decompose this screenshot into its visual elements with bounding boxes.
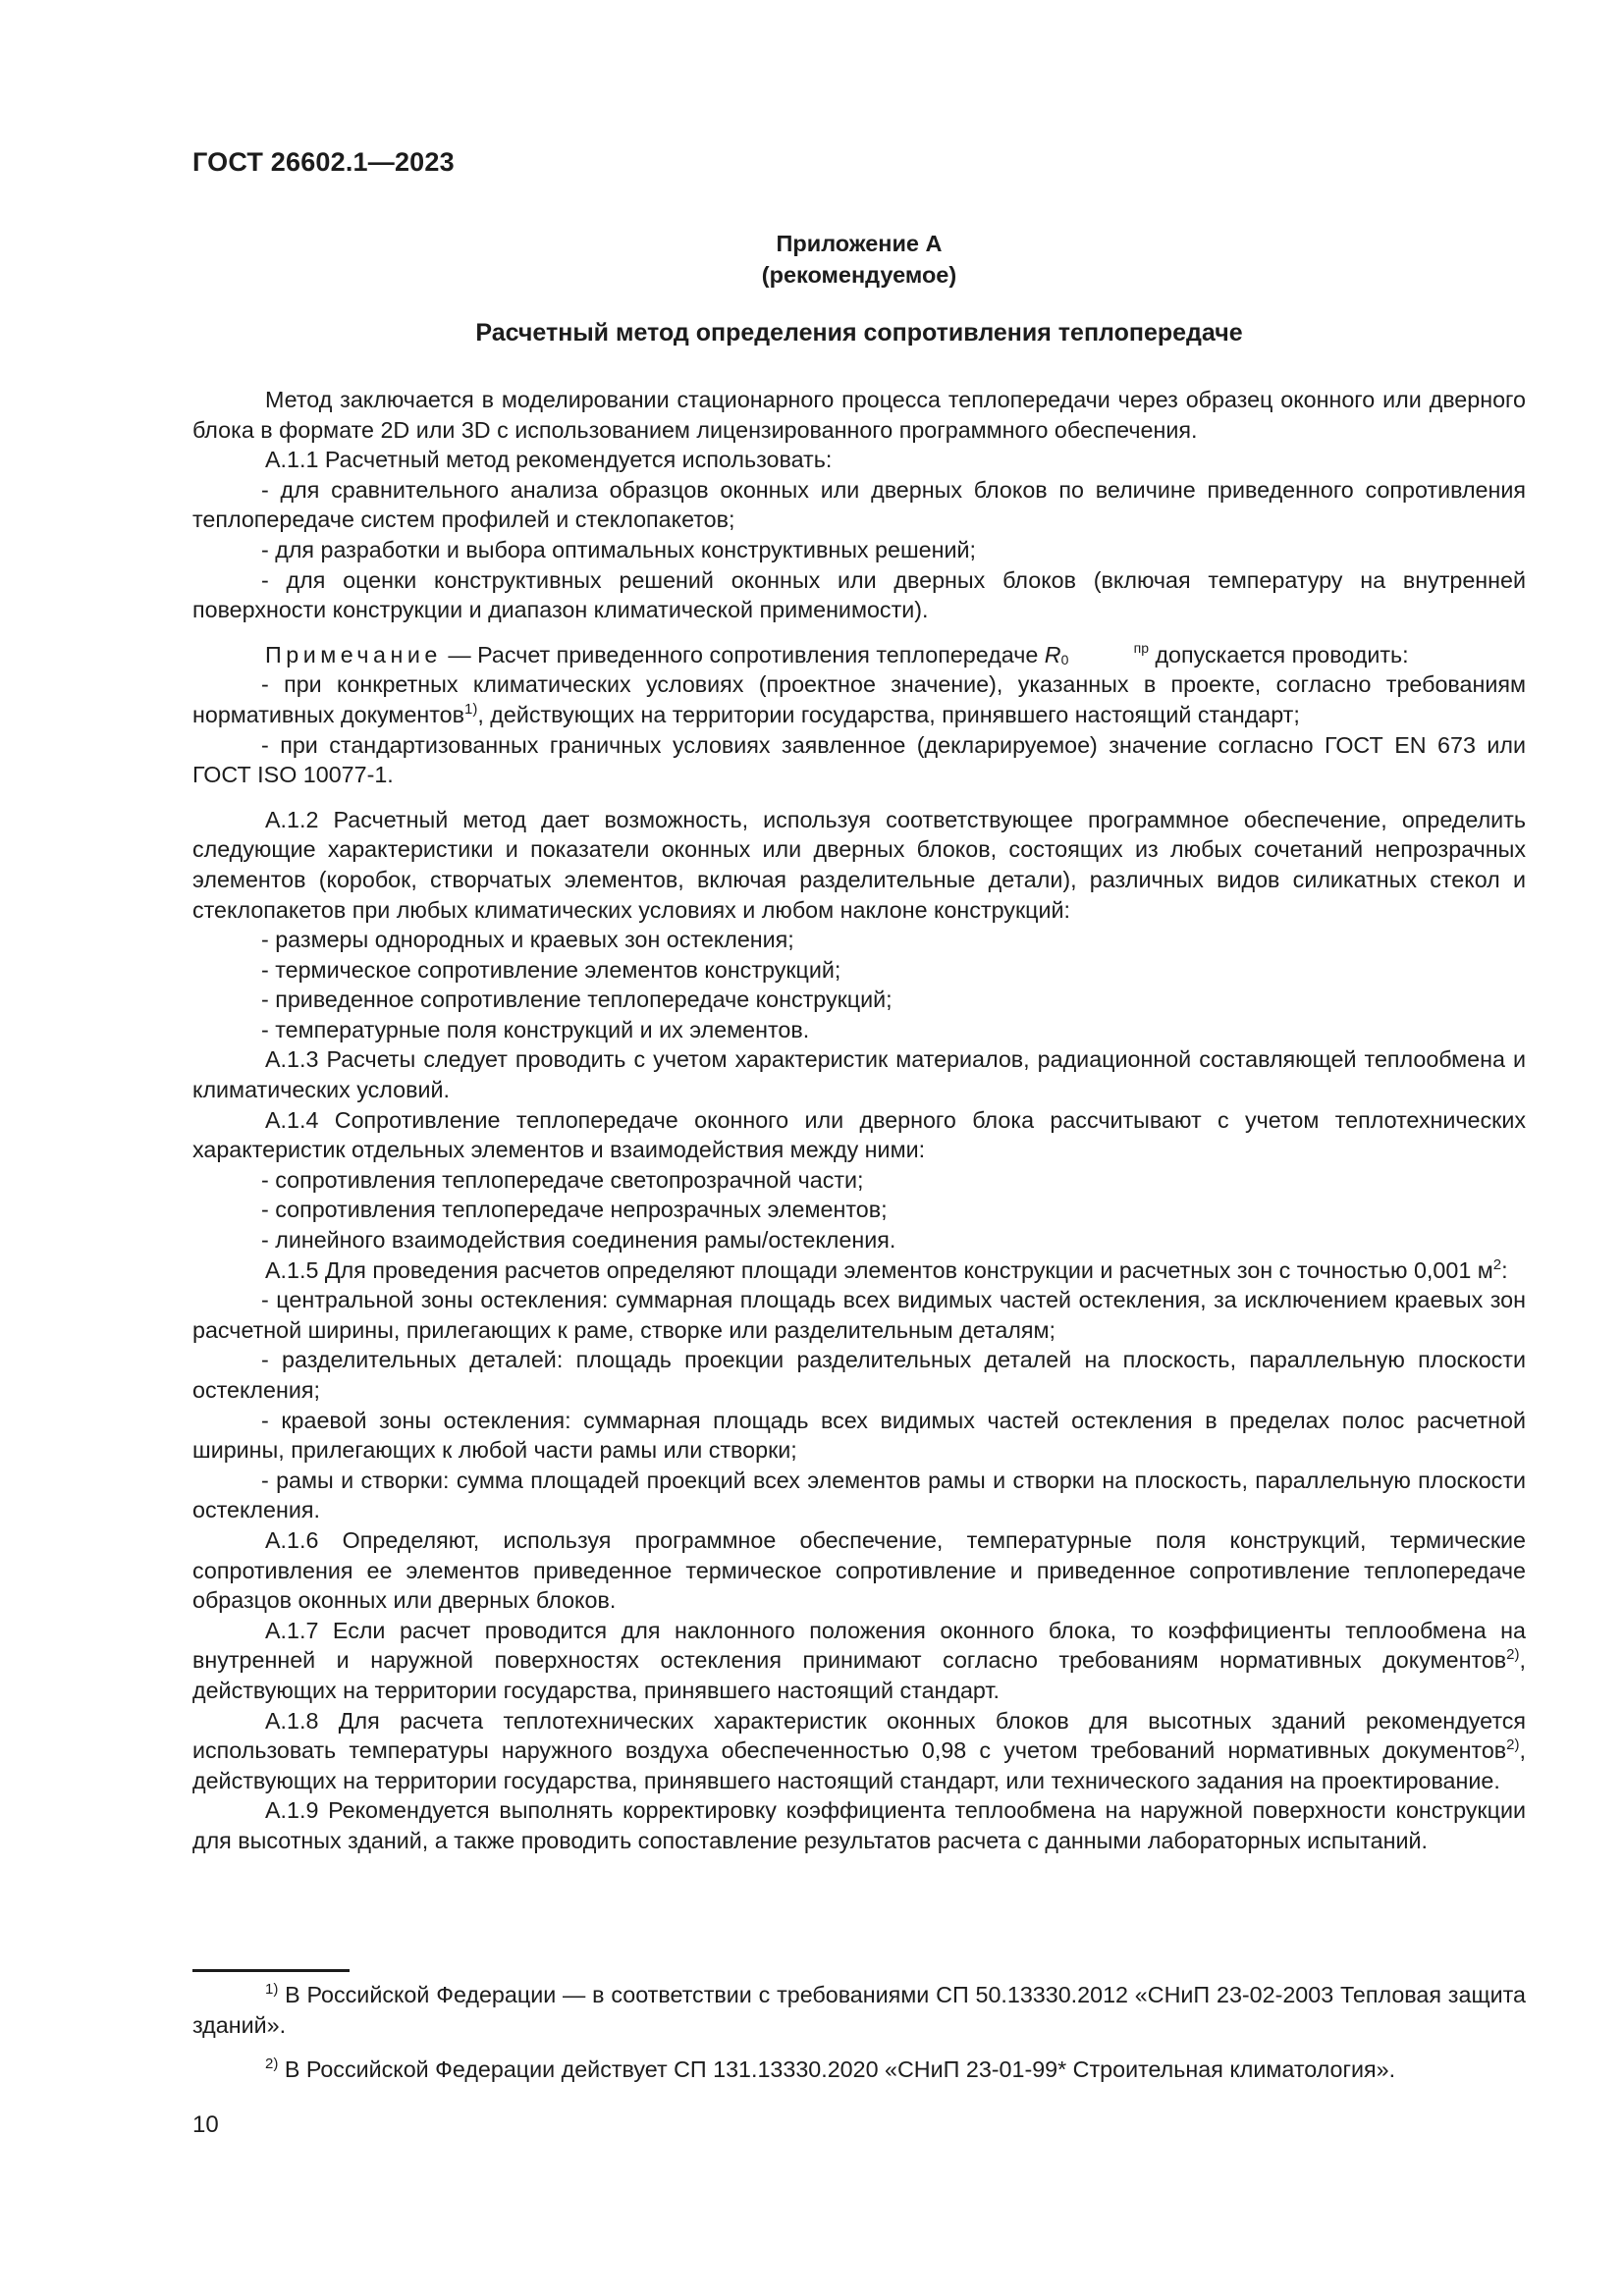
footnote-ref[interactable]: 2) — [1506, 1736, 1520, 1754]
section-title: Расчетный метод определения сопротивления теплопередаче — [475, 319, 1243, 347]
footnote-1: $^{1)}$ В Российской Федерации — в соответствии с требованиями СП 50.13330.2012 «СНиП 23-02-2003 Тепловая защита зданий». — [192, 1981, 1526, 2038]
page-number: 10 — [192, 2111, 219, 2138]
footnote-ref[interactable]: 1) — [464, 700, 478, 718]
document-id-header: ГОСТ 26602.1—2023 — [192, 147, 455, 177]
clause-a1-6: А.1.6 Определяют, используя программное обеспечение, температурные поля конструкций, термические сопротивления ее элементов приведенное термическое сопротивление и приведенное сопротивление теплопередаче образцов оконных или дверных блоков. — [192, 1526, 1526, 1614]
list-item: - разделительных деталей: площадь проекции разделительных деталей на плоскость, параллельную плоскости остекления; — [192, 1347, 1526, 1403]
clause-a1-9: А.1.9 Рекомендуется выполнять корректировку коэффициента теплообмена на наружной поверхности конструкции для высотных зданий, а также проводить сопоставление результатов расчета с данными лабораторных испытаний. — [192, 1797, 1526, 1853]
list-item: - сопротивления теплопередаче светопрозрачной части; — [261, 1166, 864, 1193]
list-item: - термическое сопротивление элементов конструкций; — [261, 956, 841, 983]
intro-paragraph: Метод заключается в моделировании стационарного процесса теплопередачи через образец оконного или дверного блока в формате 2D или 3D с использованием лицензированного программного обеспечения. — [192, 387, 1526, 443]
note-item: - при стандартизованных граничных условиях заявленное (декларируемое) значение согласно ГОСТ EN 673 или ГОСТ ISO 10077-1. — [192, 731, 1526, 788]
appendix-heading — [192, 228, 1526, 291]
list-item: - линейного взаимодействия соединения рамы/остекления. — [261, 1227, 896, 1254]
appendix-subtitle: (рекомендуемое) — [761, 262, 957, 288]
clause-a1-4: А.1.4 Сопротивление теплопередаче оконного или дверного блока рассчитывают с учетом теплотехнических характеристик отдельных элементов и взаимодействия между ними: — [192, 1106, 1526, 1163]
r-symbol: R пр 0 — [1044, 639, 1149, 667]
list-item: - температурные поля конструкций и их элементов. — [261, 1016, 810, 1042]
clause-a1-8: А.1.8 Для расчета теплотехнических характеристик оконных блоков для высотных зданий рекомендуется использовать температуры наружного воздуха обеспеченностью 0,98 с учетом требований нормативных документов$^{2)}$, действующих на территории государства, принявшего настоящий стандарт, или технического задания на проектирование. — [192, 1707, 1526, 1793]
footnote-2: $^{2)}$ В Российской Федерации действует СП 131.13330.2020 «СНиП 23-01-99* Строительная климатология». — [265, 2056, 1396, 2083]
note-label: Примечание — [265, 641, 442, 667]
list-item: - для разработки и выбора оптимальных конструктивных решений; — [261, 536, 976, 562]
clause-a1-5: А.1.5 Для проведения расчетов определяют площади элементов конструкции и расчетных зон с точностью 0,001 $м^2$: — [265, 1255, 1508, 1283]
appendix-title: Приложение А — [776, 231, 943, 256]
footnote-divider — [192, 1969, 350, 1972]
clause-a1-2: А.1.2 Расчетный метод дает возможность, используя соответствующее программное обеспечение, определить следующие характеристики и показатели оконных или дверных блоков, состоящих из любых сочетаний непрозрачных элементов (коробок, створчатых элементов, включая разделительные детали), различных видов силикатных стекол и стеклопакетов при любых климатических условиях и любом наклоне конструкций: — [192, 806, 1526, 923]
clause-a1-3: А.1.3 Расчеты следует проводить с учетом характеристик материалов, радиационной составляющей теплообмена и климатических условий. — [192, 1046, 1526, 1103]
footnote-ref[interactable]: 2) — [1506, 1646, 1520, 1664]
list-item: - сопротивления теплопередаче непрозрачных элементов; — [261, 1197, 888, 1223]
document-body — [192, 385, 1526, 1856]
list-item: - размеры однородных и краевых зон остекления; — [261, 927, 794, 953]
note-paragraph: Примечание — Расчет приведенного сопротивления теплопередаче R пр 0 допускается проводить: — [265, 639, 1409, 667]
list-item: - для оценки конструктивных решений оконных или дверных блоков (включая температуру на внутренней поверхности конструкции и диапазон климатической применимости). — [192, 566, 1526, 623]
footnotes — [192, 1980, 1526, 2085]
list-item: - краевой зоны остекления: суммарная площадь всех видимых частей остекления в пределах полос расчетной ширины, прилегающих к любой части рамы или створки; — [192, 1407, 1526, 1464]
list-item: - рамы и створки: сумма площадей проекций всех элементов рамы и створки на плоскость, параллельную плоскости остекления. — [192, 1467, 1526, 1523]
list-item: - для сравнительного анализа образцов оконных или дверных блоков по величине приведенного сопротивления теплопередаче систем профилей и стеклопакетов; — [192, 476, 1526, 533]
list-item: - центральной зоны остекления: суммарная площадь всех видимых частей остекления, за исключением краевых зон расчетной ширины, прилегающих к раме, створке или разделительным деталям; — [192, 1287, 1526, 1343]
clause-a1-1: А.1.1 Расчетный метод рекомендуется использовать: — [265, 447, 833, 473]
note-item: - при конкретных климатических условиях (проектное значение), указанных в проекте, согласно требованиям нормативных документов$^{1)}$, действующих на территории государства, принявшего настоящий стандарт; — [192, 671, 1526, 727]
list-item: - приведенное сопротивление теплопередаче конструкций; — [261, 987, 893, 1013]
clause-a1-7: А.1.7 Если расчет проводится для наклонного положения оконного блока, то коэффициенты теплообмена на внутренней и наружной поверхностях остекления принимают согласно требованиям нормативных документов$^{2)}$, действующих на территории государства, принявшего настоящий стандарт. — [192, 1617, 1526, 1703]
